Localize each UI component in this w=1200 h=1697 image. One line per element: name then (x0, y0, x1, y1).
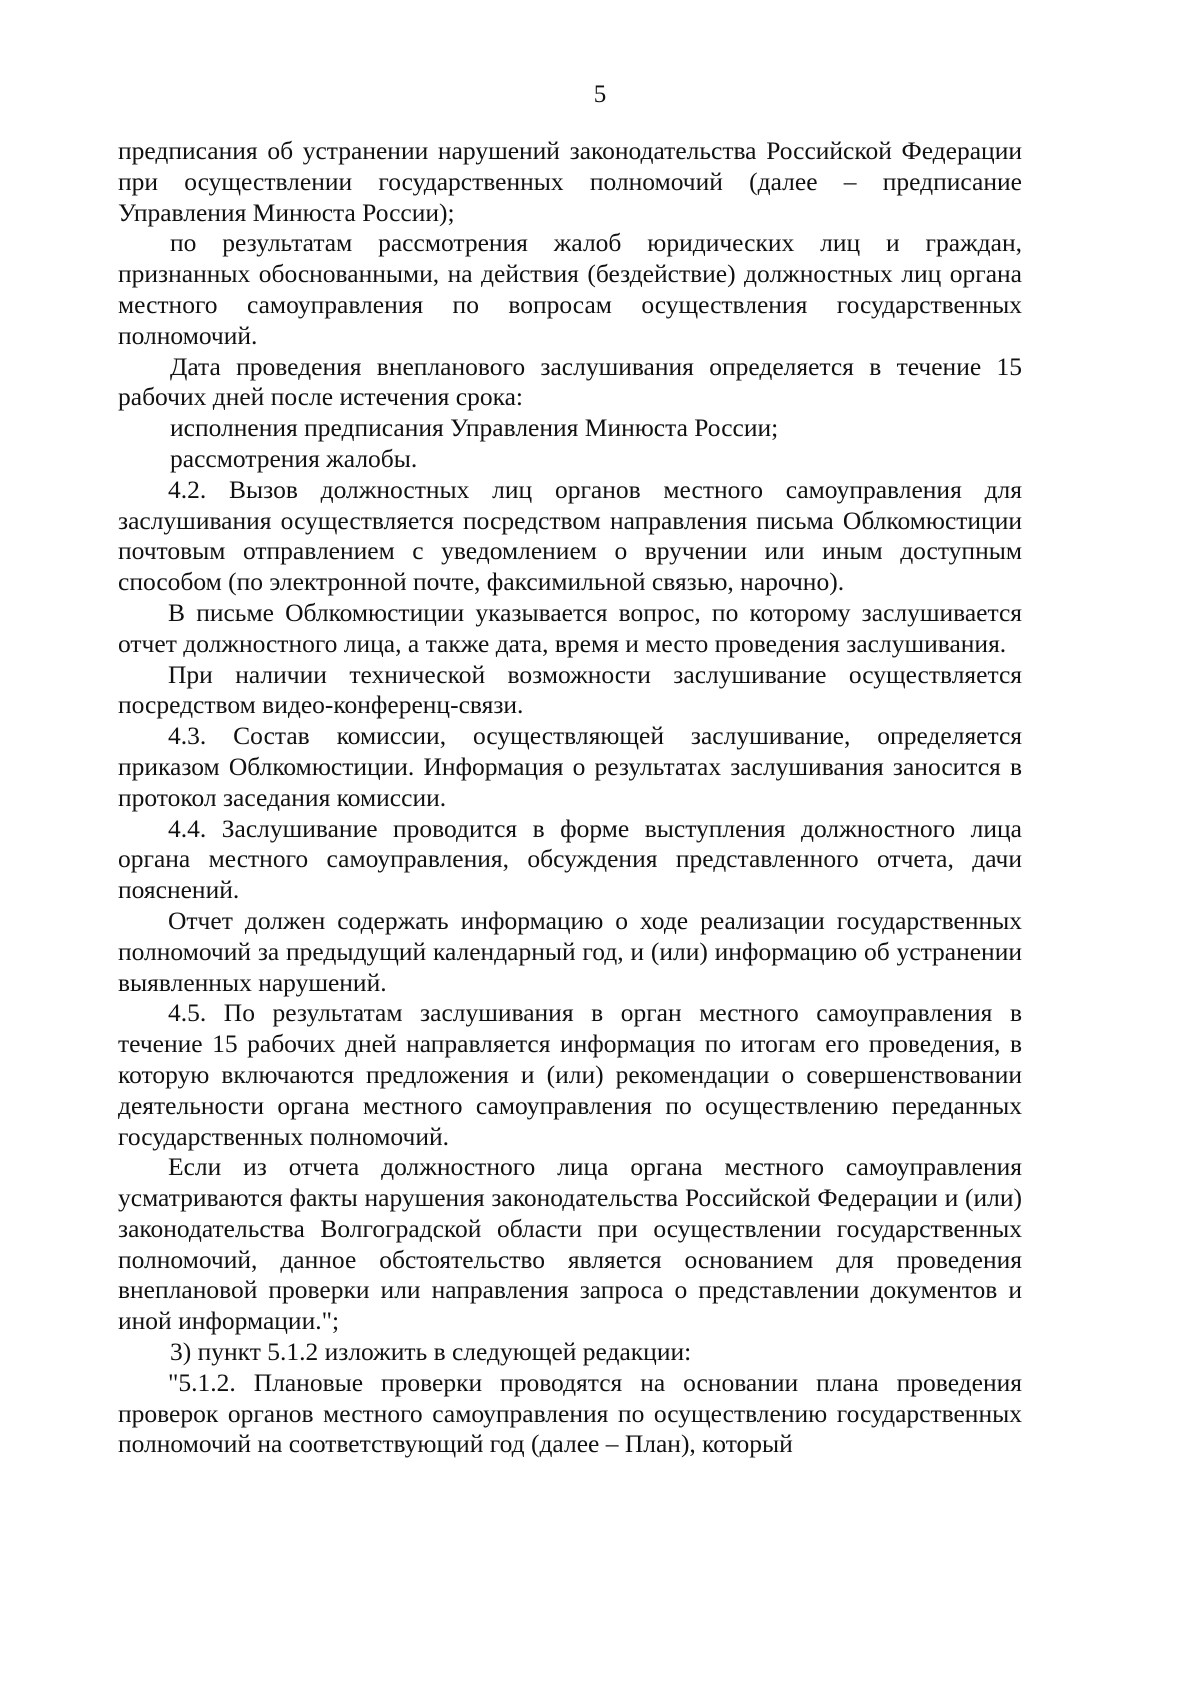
paragraph-item-5-1-2-intro: 3) пункт 5.1.2 изложить в следующей редакции: (170, 1337, 692, 1367)
paragraph-violations: Если из отчета должностного лица органа местного самоуправления усматриваются факты нарушения законодательства Российской Федерации и (или) законодательства Волгоградской области при осуществлении государственных полномочий, данное обстоятельство является основанием для проведения внеплановой проверки или направления запроса о представлении документов и иной информации."; (118, 1152, 1022, 1336)
paragraph-letter: В письме Облкомюстиции указывается вопрос, по которому заслушивается отчет должностного лица, а также дата, время и место проведения заслушивания. (118, 597, 1022, 658)
paragraph-4-5: 4.5. По результатам заслушивания в орган местного самоуправления в течение 15 рабочих дней направляется информация по итогам его проведения, в которую включаются предложения и (или) рекомендации о совершенствовании деятельности органа местного самоуправления по осуществлению переданных государственных полномочий. (118, 998, 1022, 1151)
page-number: 5 (593, 81, 607, 108)
paragraph-4-3: 4.3. Состав комиссии, осуществляющей заслушивание, определяется приказом Облкомюстиции. Информация о результатах заслушивания заносится в протокол заседания комиссии. (118, 721, 1022, 812)
document-body (118, 136, 1022, 1460)
paragraph-prescription: предписания об устранении нарушений законодательства Российской Федерации при осуществлении государственных полномочий (далее – предписание Управления Минюста России); (118, 136, 1022, 227)
paragraph-complaint-review: рассмотрения жалобы. (170, 443, 418, 473)
paragraph-video-conference: При наличии технической возможности заслушивание осуществляется посредством видео-конференц-связи. (118, 659, 1022, 720)
paragraph-4-4: 4.4. Заслушивание проводится в форме выступления должностного лица органа местного самоуправления, обсуждения представленного отчета, дачи пояснений. (118, 813, 1022, 905)
paragraph-unscheduled-date: Дата проведения внепланового заслушивания определяется в течение 15 рабочих дней после истечения срока: (118, 351, 1022, 412)
paragraph-complaints: по результатам рассмотрения жалоб юридических лиц и граждан, признанных обоснованными, на действия (бездействие) должностных лиц органа местного самоуправления по вопросам осуществления государственных полномочий. (118, 228, 1022, 350)
paragraph-5-1-2: "5.1.2. Плановые проверки проводятся на основании плана проведения проверок органов местного самоуправления по осуществлению государственных полномочий на соответствующий год (далее – План), который (118, 1367, 1022, 1459)
paragraph-report-content: Отчет должен содержать информацию о ходе реализации государственных полномочий за предыдущий календарный год, и (или) информацию об устранении выявленных нарушений. (118, 905, 1022, 997)
paragraph-execution: исполнения предписания Управления Минюста России; (170, 413, 779, 443)
paragraph-4-2: 4.2. Вызов должностных лиц органов местного самоуправления для заслушивания осуществляется посредством направления письма Облкомюстиции почтовым отправлением с уведомлением о вручении или иным доступным способом (по электронной почте, факсимильной связью, нарочно). (118, 474, 1022, 597)
